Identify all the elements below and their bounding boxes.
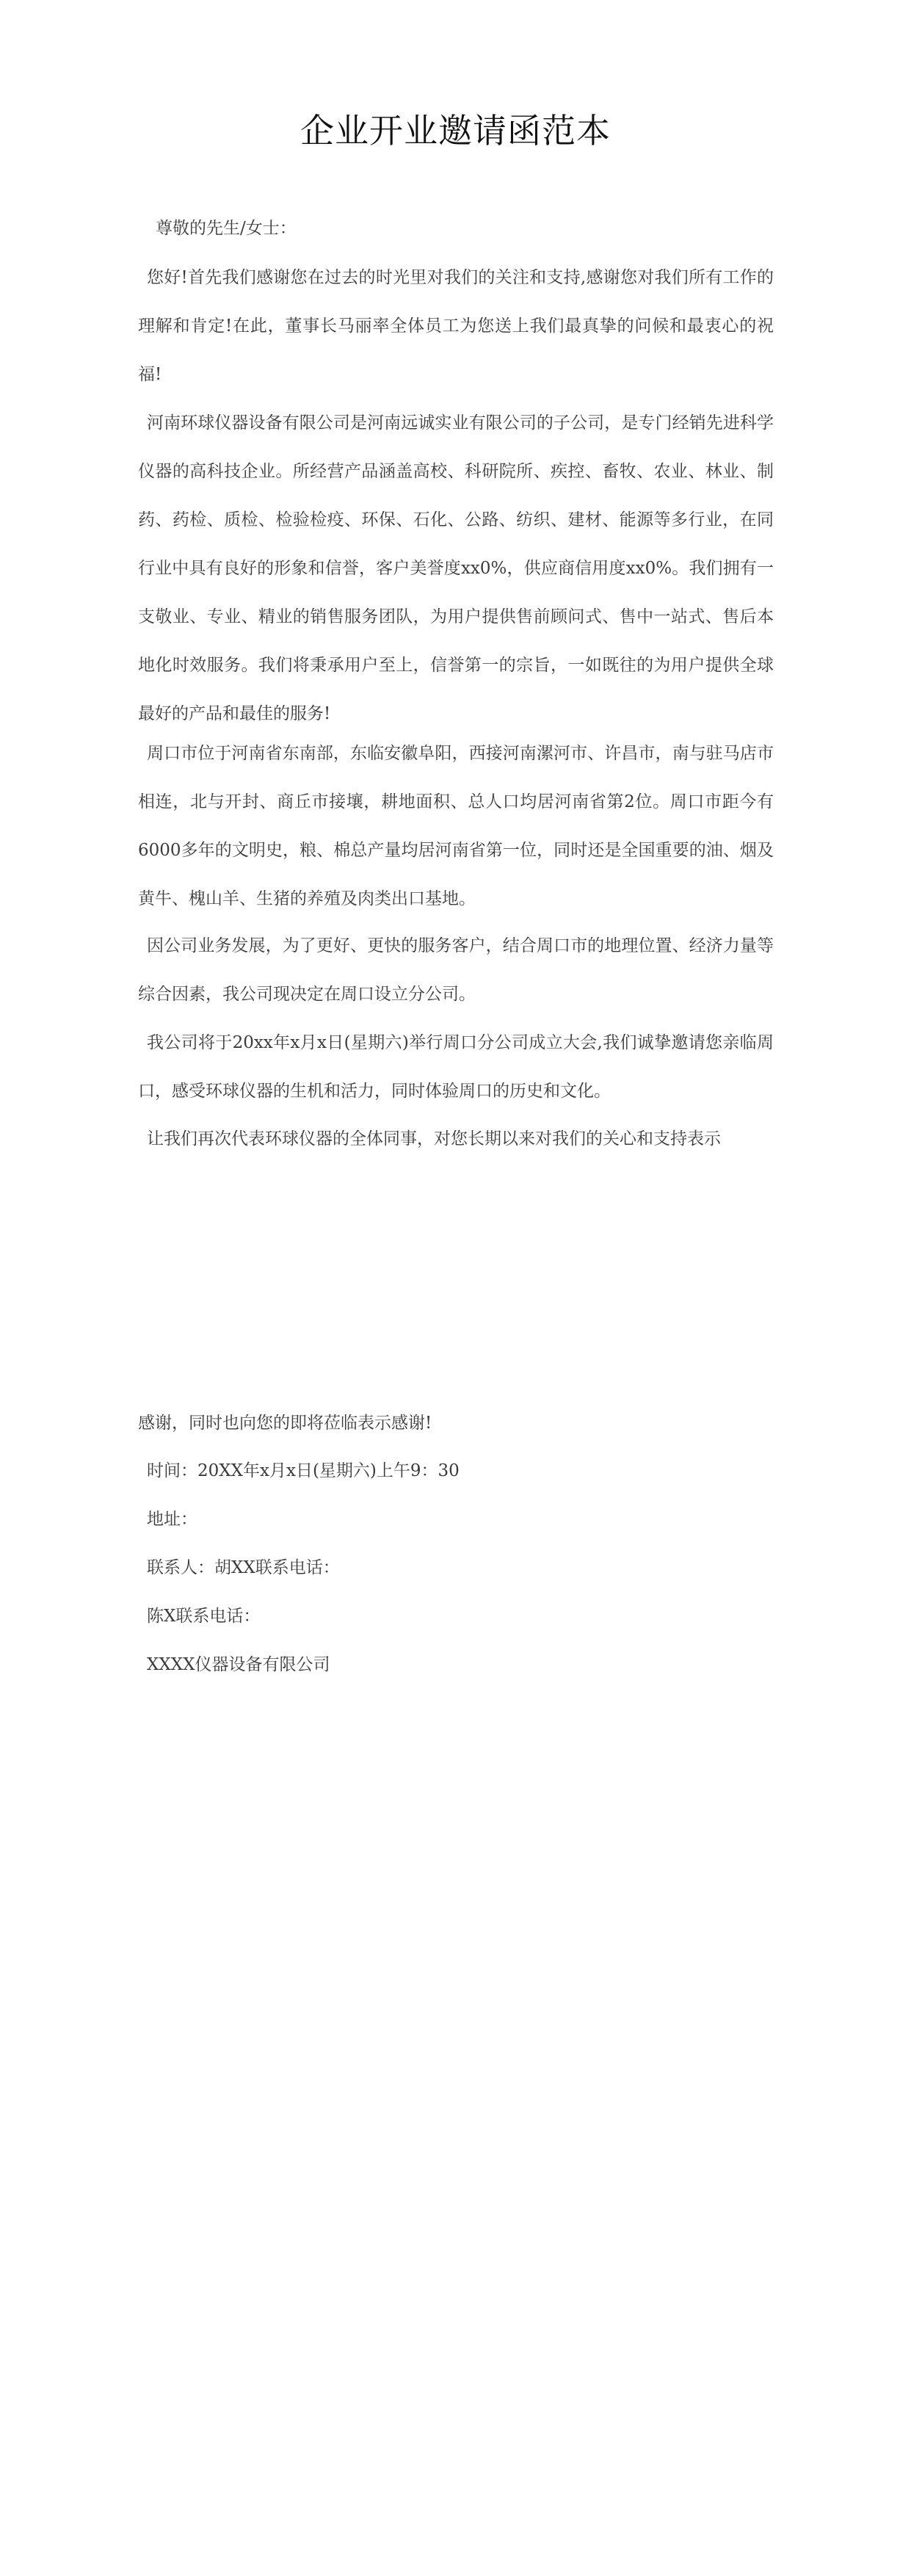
paragraph-invitation: 我公司将于20xx年x月x日(星期六)举行周口分公司成立大会,我们诚挚邀请您亲临周口，感受环球仪器的生机和活力，同时体验周口的历史和文化。 — [138, 1033, 774, 1101]
event-address: 地址： — [147, 1510, 197, 1529]
paragraph-company-intro: 河南环球仪器设备有限公司是河南远诚实业有限公司的子公司，是专门经销先进科学仪器的高科技企业。所经营产品涵盖高校、科研院所、疾控、畜牧、农业、林业、制药、药检、质检、检验检疫、环保、石化、公路、纺织、建材、能源等多行业，在同行业中具有良好的形象和信誉，客户美誉度xx0%，供应商信用度xx0%。我们拥有一支敬业、专业、精业的销售服务团队，为用户提供售前顾问式、售中一站式、售后本地化时效服务。我们将秉承用户至上，信誉第一的宗旨，一如既往的为用户提供全球最好的产品和最佳的服务! — [138, 413, 774, 723]
paragraph-branch-decision: 因公司业务发展，为了更好、更快的服务客户，结合周口市的地理位置、经济力量等综合因素，我公司现决定在周口设立分公司。 — [138, 936, 774, 1004]
contact-person-hu: 联系人：胡XX联系电话： — [147, 1558, 340, 1577]
company-signature: XXXX仪器设备有限公司 — [147, 1655, 330, 1674]
paragraph-thanks-continuation: 感谢，同时也向您的即将莅临表示感谢! — [138, 1414, 432, 1433]
paragraph-city-intro: 周口市位于河南省东南部，东临安徽阜阳，西接河南漯河市、许昌市，南与驻马店市相连，北与开封、商丘市接壤，耕地面积、总人口均居河南省第2位。周口市距今有6000多年的文明史，粮、棉总产量均居河南省第一位，同时还是全国重要的油、烟及黄牛、槐山羊、生猪的养殖及肉类出口基地。 — [138, 744, 774, 908]
salutation: 尊敬的先生/女士： — [156, 219, 297, 238]
paragraph-greeting: 您好!首先我们感谢您在过去的时光里对我们的关注和支持,感谢您对我们所有工作的理解和肯定!在此，董事长马丽率全体员工为您送上我们最真挚的问候和最衷心的祝福! — [138, 268, 774, 384]
document-title: 企业开业邀请函范本 — [300, 111, 611, 151]
contact-person-chen: 陈X联系电话： — [147, 1607, 261, 1626]
event-time: 时间：20XX年x月x日(星期六)上午9：30 — [147, 1461, 460, 1480]
paragraph-thanks-start: 让我们再次代表环球仪器的全体同事，对您长期以来对我们的关心和支持表示 — [147, 1129, 721, 1148]
